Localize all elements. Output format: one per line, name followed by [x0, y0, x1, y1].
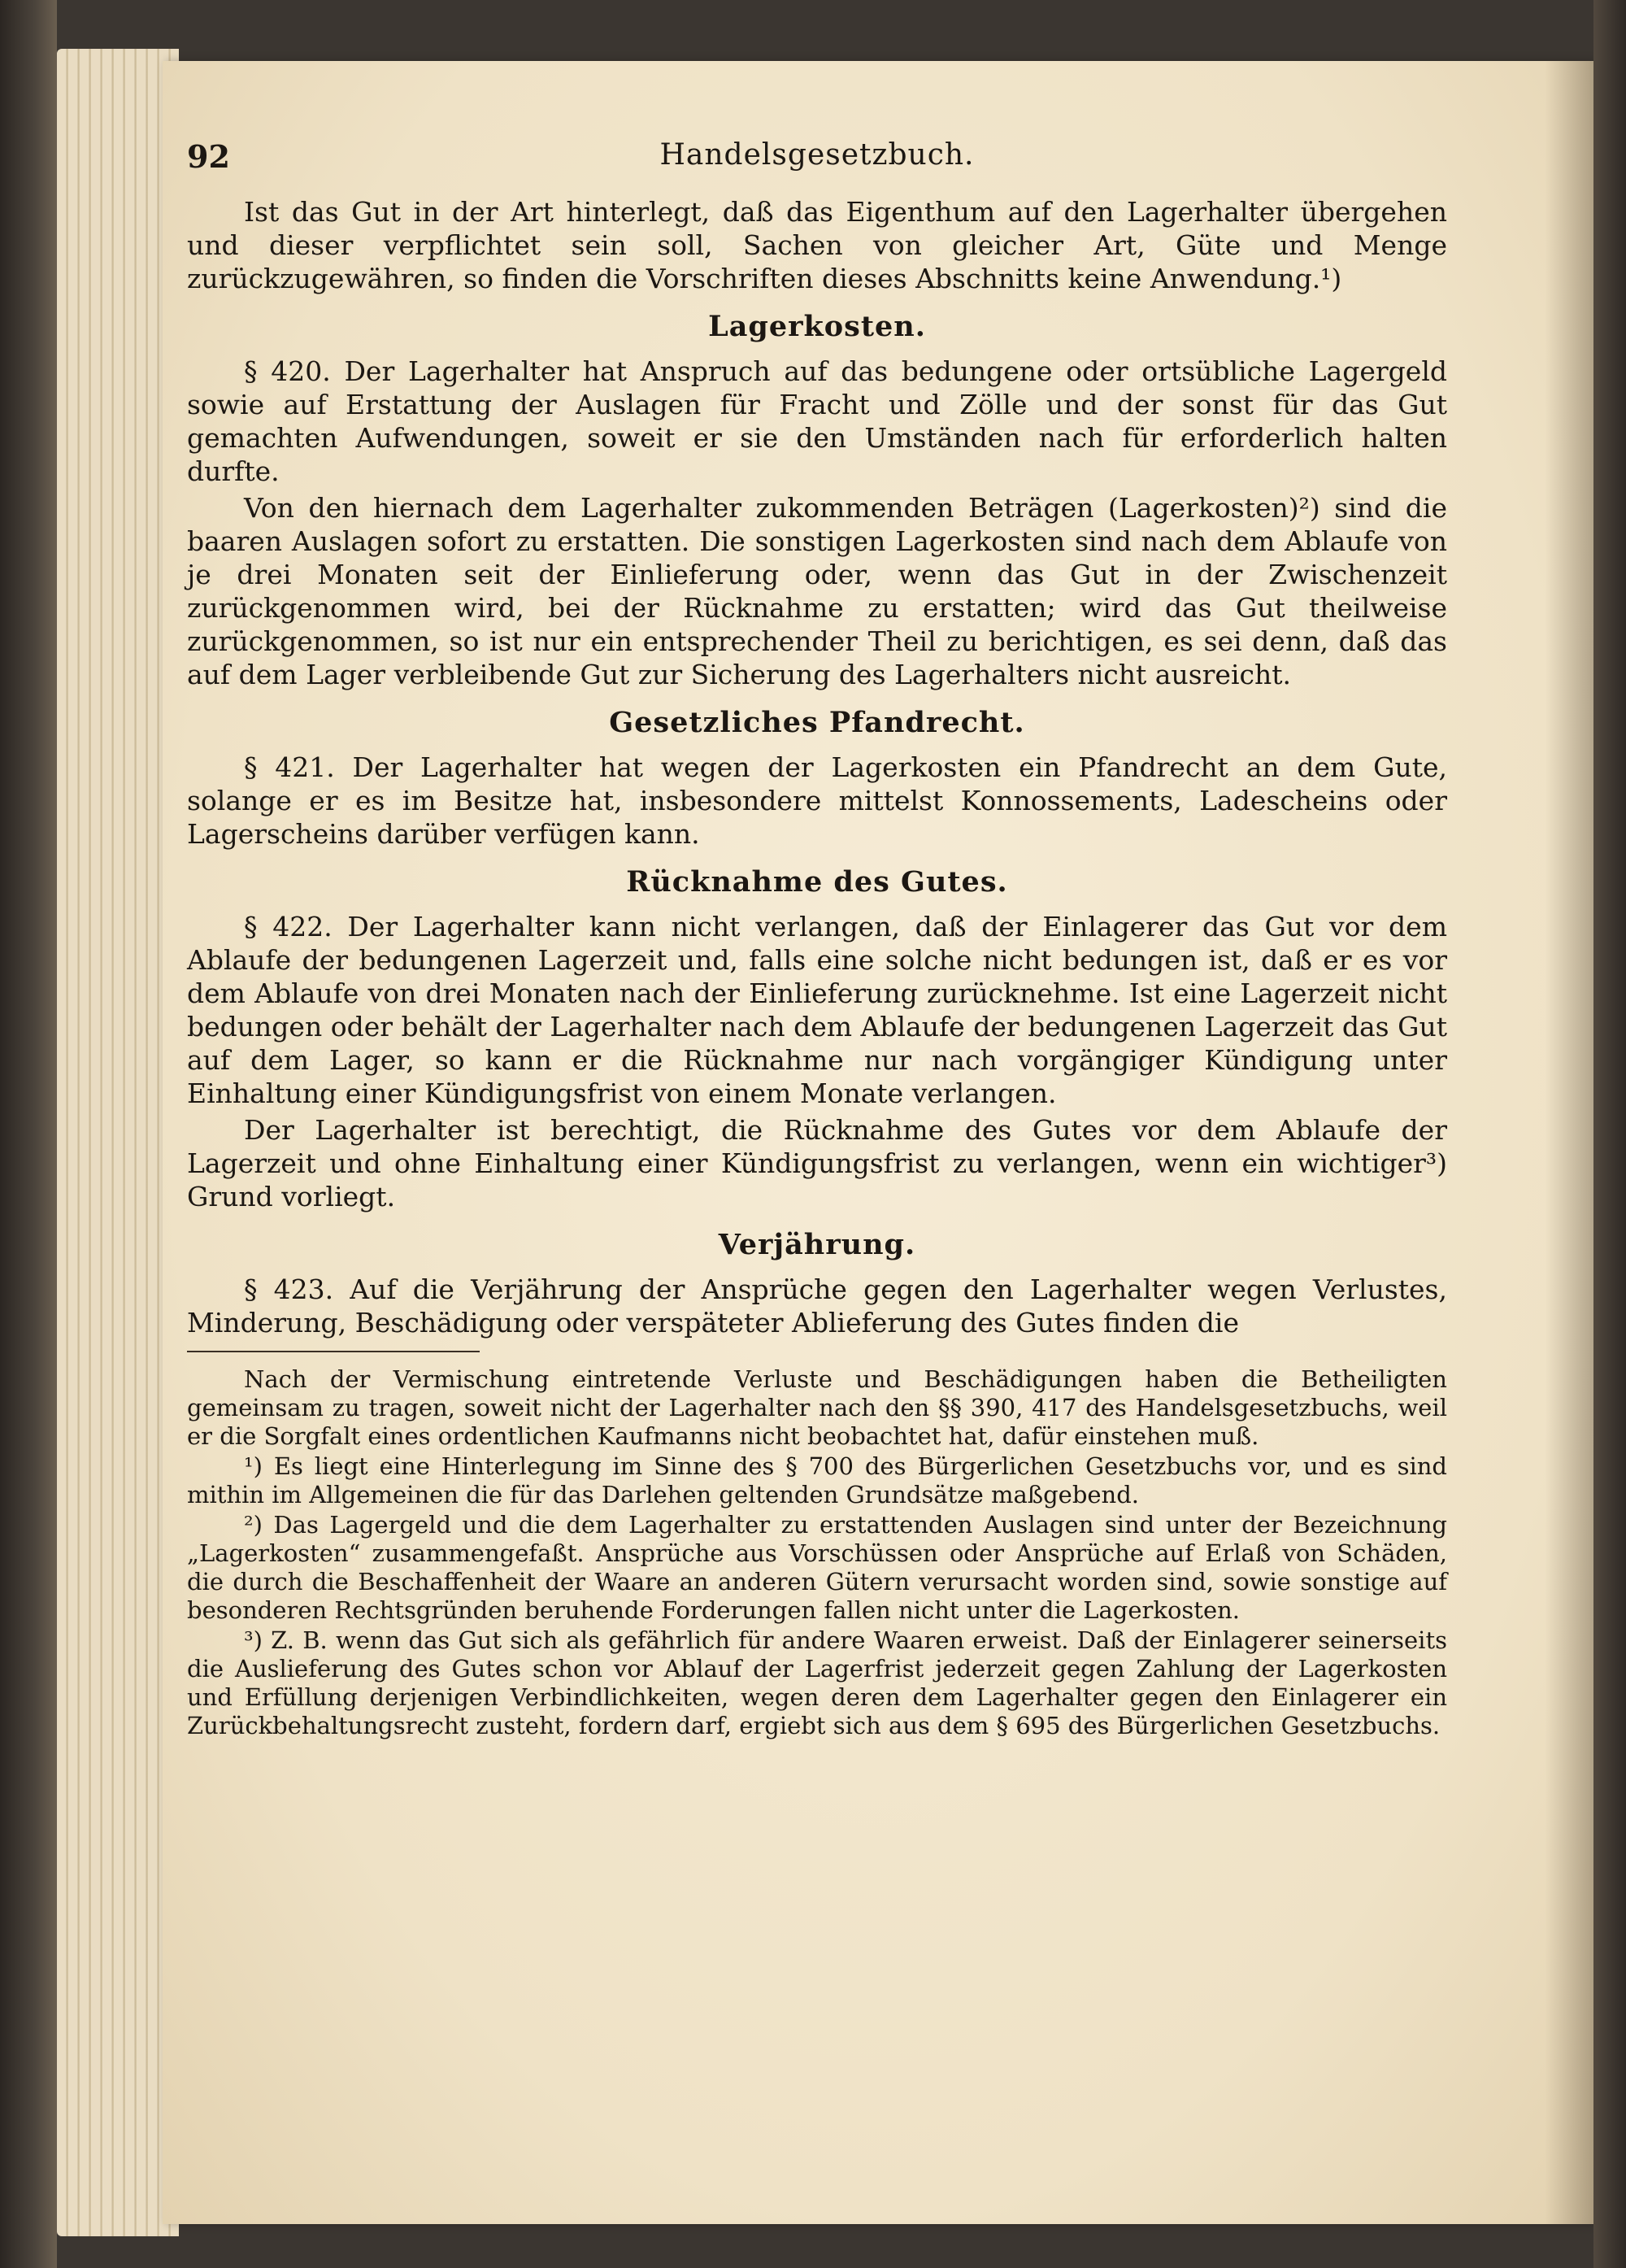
- paragraph-421: § 421. Der Lagerhalter hat wegen der Lagerkosten ein Pfandrecht an dem Gute, solange er es im Besitze hat, insbesondere mittelst Konnossements, Ladescheins oder Lagerscheins darüber verfügen kann.: [187, 751, 1447, 850]
- running-title: Handelsgesetzbuch.: [659, 138, 975, 172]
- paragraph-420-cont: Von den hiernach dem Lagerhalter zukommenden Beträgen (Lagerkosten)²) sind die baaren Auslagen sofort zu erstatten. Die sonstigen Lagerkosten sind nach dem Ablaufe von je drei Monaten seit der Einlieferung oder, wenn das Gut in der Zwischenzeit zurückgenommen wird, bei der Rücknahme zu erstatten; wird das Gut theilweise zurückgenommen, so ist nur ein entsprechender Theil zu berichtigen, es sei denn, daß das auf dem Lager verbleibende Gut zur Sicherung des Lagerhalters nicht ausreicht.: [187, 492, 1447, 690]
- paragraph-intro: Ist das Gut in der Art hinterlegt, daß das Eigenthum auf den Lagerhalter übergehen und dieser verpflichtet sein soll, Sachen von gleicher Art, Güte und Menge zurückzugewähren, so finden die Vorschriften dieses Abschnitts keine Anwendung.¹): [187, 196, 1447, 294]
- section-heading-pfandrecht: Gesetzliches Pfandrecht.: [609, 706, 1025, 739]
- page-content: [187, 138, 1447, 1742]
- footnote-divider: [187, 1351, 480, 1352]
- page-gutter-shadow: [1545, 61, 1593, 2224]
- page-number: 92: [187, 138, 230, 175]
- book-cover-edge: [0, 0, 57, 2268]
- footnote-continued: Nach der Vermischung eintretende Verluste und Beschädigungen haben die Betheiligten gemeinsam zu tragen, soweit nicht der Lagerhalter nach den §§ 390, 417 des Handelsgesetzbuchs, weil er die Sorgfalt eines ordentlichen Kaufmanns nicht beobachtet hat, dafür einstehen muß.: [187, 1365, 1447, 1450]
- paragraph-422-cont: Der Lagerhalter ist berechtigt, die Rücknahme des Gutes vor dem Ablaufe der Lagerzeit und ohne Einhaltung einer Kündigungsfrist zu verlangen, wenn ein wichtiger³) Grund vorliegt.: [187, 1114, 1447, 1212]
- footnote-2: ²) Das Lagergeld und die dem Lagerhalter zu erstattenden Auslagen sind unter der Bezeichnung „Lagerkosten“ zusammengefaßt. Ansprüche aus Vorschüssen oder Ansprüche auf Erlaß von Schäden, die durch die Beschaffenheit der Waare an anderen Gütern verursacht worden sind, sowie sonstige auf besonderen Rechtsgründen beruhende Forderungen fallen nicht unter die Lagerkosten.: [187, 1511, 1447, 1624]
- section-heading-verjaehrung: Verjährung.: [718, 1228, 916, 1261]
- footnote-3: ³) Z. B. wenn das Gut sich als gefährlich für andere Waaren erweist. Daß der Einlagerer seinerseits die Auslieferung des Gutes schon vor Ablauf der Lagerfrist jederzeit gegen Zahlung der Lagerkosten und Erfüllung derjenigen Verbindlichkeiten, wegen deren dem Lagerhalter gegen den Einlagerer ein Zurückbehaltungsrecht zusteht, fordern darf, ergiebt sich aus dem § 695 des Bürgerlichen Gesetzbuchs.: [187, 1626, 1447, 1739]
- page-stack-edges: [57, 49, 179, 2236]
- section-heading-lagerkosten: Lagerkosten.: [708, 310, 926, 343]
- paragraph-423: § 423. Auf die Verjährung der Ansprüche gegen den Lagerhalter wegen Verlustes, Minderung, Beschädigung oder verspäteter Ablieferung des Gutes finden die: [187, 1273, 1447, 1339]
- facing-page-edge: [1593, 0, 1626, 2268]
- footnote-1: ¹) Es liegt eine Hinterlegung im Sinne des § 700 des Bürgerlichen Gesetzbuchs vor, und es sind mithin im Allgemeinen die für das Darlehen geltenden Grundsätze maßgebend.: [187, 1452, 1447, 1508]
- paragraph-420: § 420. Der Lagerhalter hat Anspruch auf das bedungene oder ortsübliche Lagergeld sowie auf Erstattung der Auslagen für Fracht und Zölle und der sonst für das Gut gemachten Aufwendungen, soweit er sie den Umständen nach für erforderlich halten durfte.: [187, 355, 1447, 487]
- page-header: [187, 138, 1447, 195]
- section-heading-ruecknahme: Rücknahme des Gutes.: [626, 865, 1008, 899]
- paragraph-422: § 422. Der Lagerhalter kann nicht verlangen, daß der Einlagerer das Gut vor dem Ablaufe der bedungenen Lagerzeit und, falls eine solche nicht bedungen ist, daß er es vor dem Ablaufe von drei Monaten nach der Einlieferung zurücknehme. Ist eine Lagerzeit nicht bedungen oder behält der Lagerhalter nach dem Ablaufe der bedungenen Lagerzeit das Gut auf dem Lager, so kann er die Rücknahme nur nach vorgängiger Kündigung unter Einhaltung einer Kündigungsfrist von einem Monate verlangen.: [187, 911, 1447, 1109]
